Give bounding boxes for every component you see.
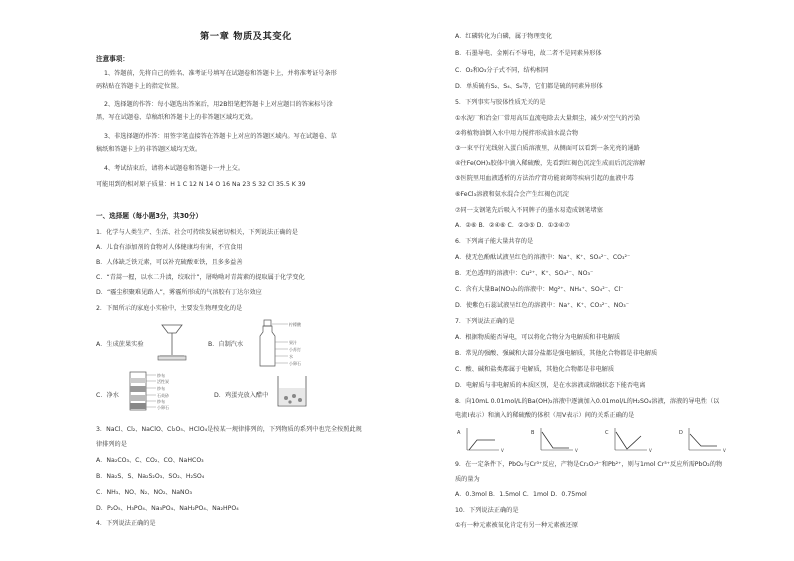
note-line: 黑，写在试题卷、草稿纸和答题卡上的非答题区域均无效。 <box>96 114 257 121</box>
question-7: 7．下列说法正确的是 <box>455 318 515 325</box>
section-heading: 一、选择题（每小题3分，共30分） <box>96 212 203 220</box>
q7-option-b: B．常见的强酸、强碱和大部分盐都是强电解质，其他化合物都是非电解质 <box>455 350 658 357</box>
q3-option-d: D．P₂O₅、H₃PO₄、Na₃PO₄、NaH₂PO₄、Na₂HPO₄ <box>96 505 239 512</box>
q4-option-d: D．单质硫有S₂、S₄、S₆等，它们都是硫的同素异形体 <box>455 83 603 90</box>
question-3: 3．NaCl、Cl₂、NaClO、Cl₂O₅、HClO₄是按某一规律排列的，下列物质的系列中也完全按照此规 <box>96 426 362 433</box>
question-1: 1．化学与人类生产、生活、社会可持续发展密切相关，下列说法正确的是 <box>96 229 298 236</box>
svg-text:V: V <box>723 448 726 453</box>
note-line: 4、考试结束后，请将本试题卷和答题卡一并上交。 <box>104 165 245 172</box>
q1-option-c: C．“青蒿一握，以水二升渍，绞取汁”，屠呦呦对青蒿素的提取属于化学变化 <box>96 274 305 281</box>
q3-option-a: A．Na₂CO₃、C、CO₂、CO、NaHCO₃ <box>96 457 204 464</box>
fig-label: 纱布 <box>157 373 165 378</box>
question-8: 8．向10mL 0.01mol/L的Ba(OH)₂溶液中逐滴加入0.01mol/L的H₂SO₄溶液，溶液的导电性（以 <box>455 398 720 405</box>
q1-option-d: D．“霾尘积聚难见路人”，雾霾所形成的气溶胶有丁达尔效应 <box>96 289 262 296</box>
q8-graph-c <box>605 428 652 453</box>
svg-text:A: A <box>457 430 461 436</box>
q6-option-d: D．使紫色石蕊试液呈红色的溶液中：Na⁺、K⁺、CO₃²⁻、NO₃⁻ <box>455 302 629 309</box>
q4-option-c: C．O₂和O₃分子式不同，结构相同 <box>455 67 549 74</box>
q2-option-a: A．生成蔗果实验 <box>96 341 144 348</box>
q8-graph-a <box>457 428 504 453</box>
q2-option-d: D．鸡蛋壳放入醋中 <box>214 392 269 399</box>
q6-option-b: B．无色透明的溶液中：Cu²⁺、K⁺、SO₄²⁻、NO₃⁻ <box>455 270 594 277</box>
q9-options: A．0.3mol B．1.5mol C．1mol D．0.75mol <box>455 491 587 498</box>
note-line: 稿纸和答题卡上的非答题区域均无效。 <box>96 146 202 153</box>
fig-label: 果汁 <box>289 340 297 345</box>
note-line: 1、答题前，先将自己的姓名、准考证号填写在试题卷和答题卡上，并将准考证号条形 <box>104 70 337 77</box>
q4-option-b: B．石墨导电、金刚石不导电，故二者不是同素异形体 <box>455 50 602 57</box>
note-line: 2、选择题的作答：每小题选出答案后，用2B铅笔把答题卡上对应题目的答案标号涂 <box>104 101 333 108</box>
q5-item: ④往Fe(OH)₃胶体中滴入稀硫酸，先看到红褐色沉淀生成而后沉淀溶解 <box>455 160 646 167</box>
fig-label: 纱布 <box>157 386 165 391</box>
question-10: 10．下列说法正确的是 <box>455 507 519 514</box>
water-filter-figure <box>126 370 186 414</box>
svg-text:D: D <box>679 430 683 436</box>
notes-heading: 注意事项： <box>96 55 129 63</box>
svg-text:V: V <box>575 448 578 453</box>
note-line: 3、非选择题的作答：用签字笔直接答在答题卡上对应的答题区域内。写在试题卷、草 <box>104 133 337 140</box>
q5-item: ②将植物油倒入水中用力搅拌形成油水混合物 <box>455 130 579 137</box>
q7-option-a: A．根据物质能否导电，可以将化合物分为电解质和非电解质 <box>455 334 621 341</box>
fig-label: 活性炭 <box>157 379 169 384</box>
candle-experiment-figure <box>152 323 192 363</box>
q7-option-d: D．电解质与非电解质的本质区别，是在水溶液或熔融状态下能否电离 <box>455 382 646 389</box>
svg-text:B: B <box>531 430 535 436</box>
fig-label: 纱布 <box>157 399 165 404</box>
q5-item: ①水泥厂和冶金厂常用高压直流电除去大量烟尘，减少对空气的污染 <box>455 115 640 122</box>
fig-label: 柠檬酸 <box>289 322 301 327</box>
q2-option-b: B．自制汽水 <box>208 341 244 348</box>
svg-text:V: V <box>501 448 504 453</box>
q8-graph-options <box>455 426 755 454</box>
question-9: 9．在一定条件下，PbO₂与Cr³⁺反应，产物是Cr₂O₇²⁻和Pb²⁺，则与1mol Cr³⁺反应所需PbO₂的物 <box>455 461 723 468</box>
q5-item: ③一束平行光线射入蛋白质溶液里，从侧面可以看到一条光亮的通路 <box>455 145 640 152</box>
question-5: 5．下列事实与胶体性质无关的是 <box>455 99 546 106</box>
page-title: 第一章 物质及其变化 <box>200 31 292 42</box>
q3-option-b: B．Na₂S、S、Na₂S₂O₃、SO₂、H₂SO₄ <box>96 473 205 480</box>
fig-label: 石英砂 <box>157 393 169 398</box>
q10-item: ①有一种元素被氧化肯定有另一种元素被还原 <box>455 522 579 529</box>
question-9-cont: 质的量为 <box>455 476 480 483</box>
q2-option-c: C．净水 <box>96 392 119 399</box>
question-8-cont: 电流I表示）和滴入的稀硫酸的体积（用V表示）间的关系正确的是 <box>455 412 635 419</box>
fig-label: 小卵石 <box>289 361 301 366</box>
q3-option-c: C．NH₃、NO、N₂、NO₂、NaNO₃ <box>96 489 193 496</box>
svg-text:V: V <box>649 448 652 453</box>
q8-graph-d <box>679 428 726 453</box>
q8-graph-b <box>531 428 578 453</box>
note-line: 码粘贴在答题卡上的指定位置。 <box>96 83 183 90</box>
q5-item: ⑤医院里用血液透析的方法治疗肾功能衰竭等疾病引起的血液中毒 <box>455 175 634 182</box>
atomic-mass-line: 可能用到的相对原子质量：H 1 C 12 N 14 O 16 Na 23 S 32 Cl 35.5 K 39 <box>96 181 306 188</box>
fig-label: 小卵石 <box>157 405 169 410</box>
question-3-cont: 律排列的是 <box>96 441 127 448</box>
question-2: 2．下图所示的家庭小实验中，主要发生物理变化的是 <box>96 305 243 312</box>
q5-item: ⑦同一支钢笔先后吸入不同牌子的墨水易造成钢笔堵塞 <box>455 207 603 214</box>
q1-option-b: B．人体缺乏铁元素，可以补充硫酸亚铁，且多多益善 <box>96 259 243 266</box>
q6-option-a: A．使无色酚酞试液呈红色的溶液中：Na⁺、K⁺、SO₄²⁻、CO₃²⁻ <box>455 254 631 261</box>
question-4: 4．下列说法正确的是 <box>96 520 156 527</box>
q6-option-c: C．含有大量Ba(NO₃)₂的溶液中：Mg²⁺、NH₄⁺、SO₄²⁻、Cl⁻ <box>455 286 624 293</box>
q5-item: ⑥FeCl₃溶液和氨水混合会产生红褐色沉淀 <box>455 191 569 198</box>
svg-text:C: C <box>605 430 609 436</box>
fig-label: 小苏打 <box>289 347 301 352</box>
question-6: 6．下列离子能大量共存的是 <box>455 238 534 245</box>
q7-option-c: C．酸、碱和盐类都属于电解质，其他化合物都是非电解质 <box>455 366 615 373</box>
q1-option-a: A．儿食有添加剂的食物对人体健康均有害，不宜食用 <box>96 244 243 251</box>
fig-label: 水 <box>289 354 293 359</box>
soda-bottle-figure <box>256 318 326 370</box>
eggshell-vinegar-figure <box>274 372 310 412</box>
q5-options: A．②⑥ B．②④⑥ C．②③⑤ D．①③④⑦ <box>455 222 570 229</box>
q4-option-a: A．红磷转化为白磷，属于物理变化 <box>455 33 553 40</box>
